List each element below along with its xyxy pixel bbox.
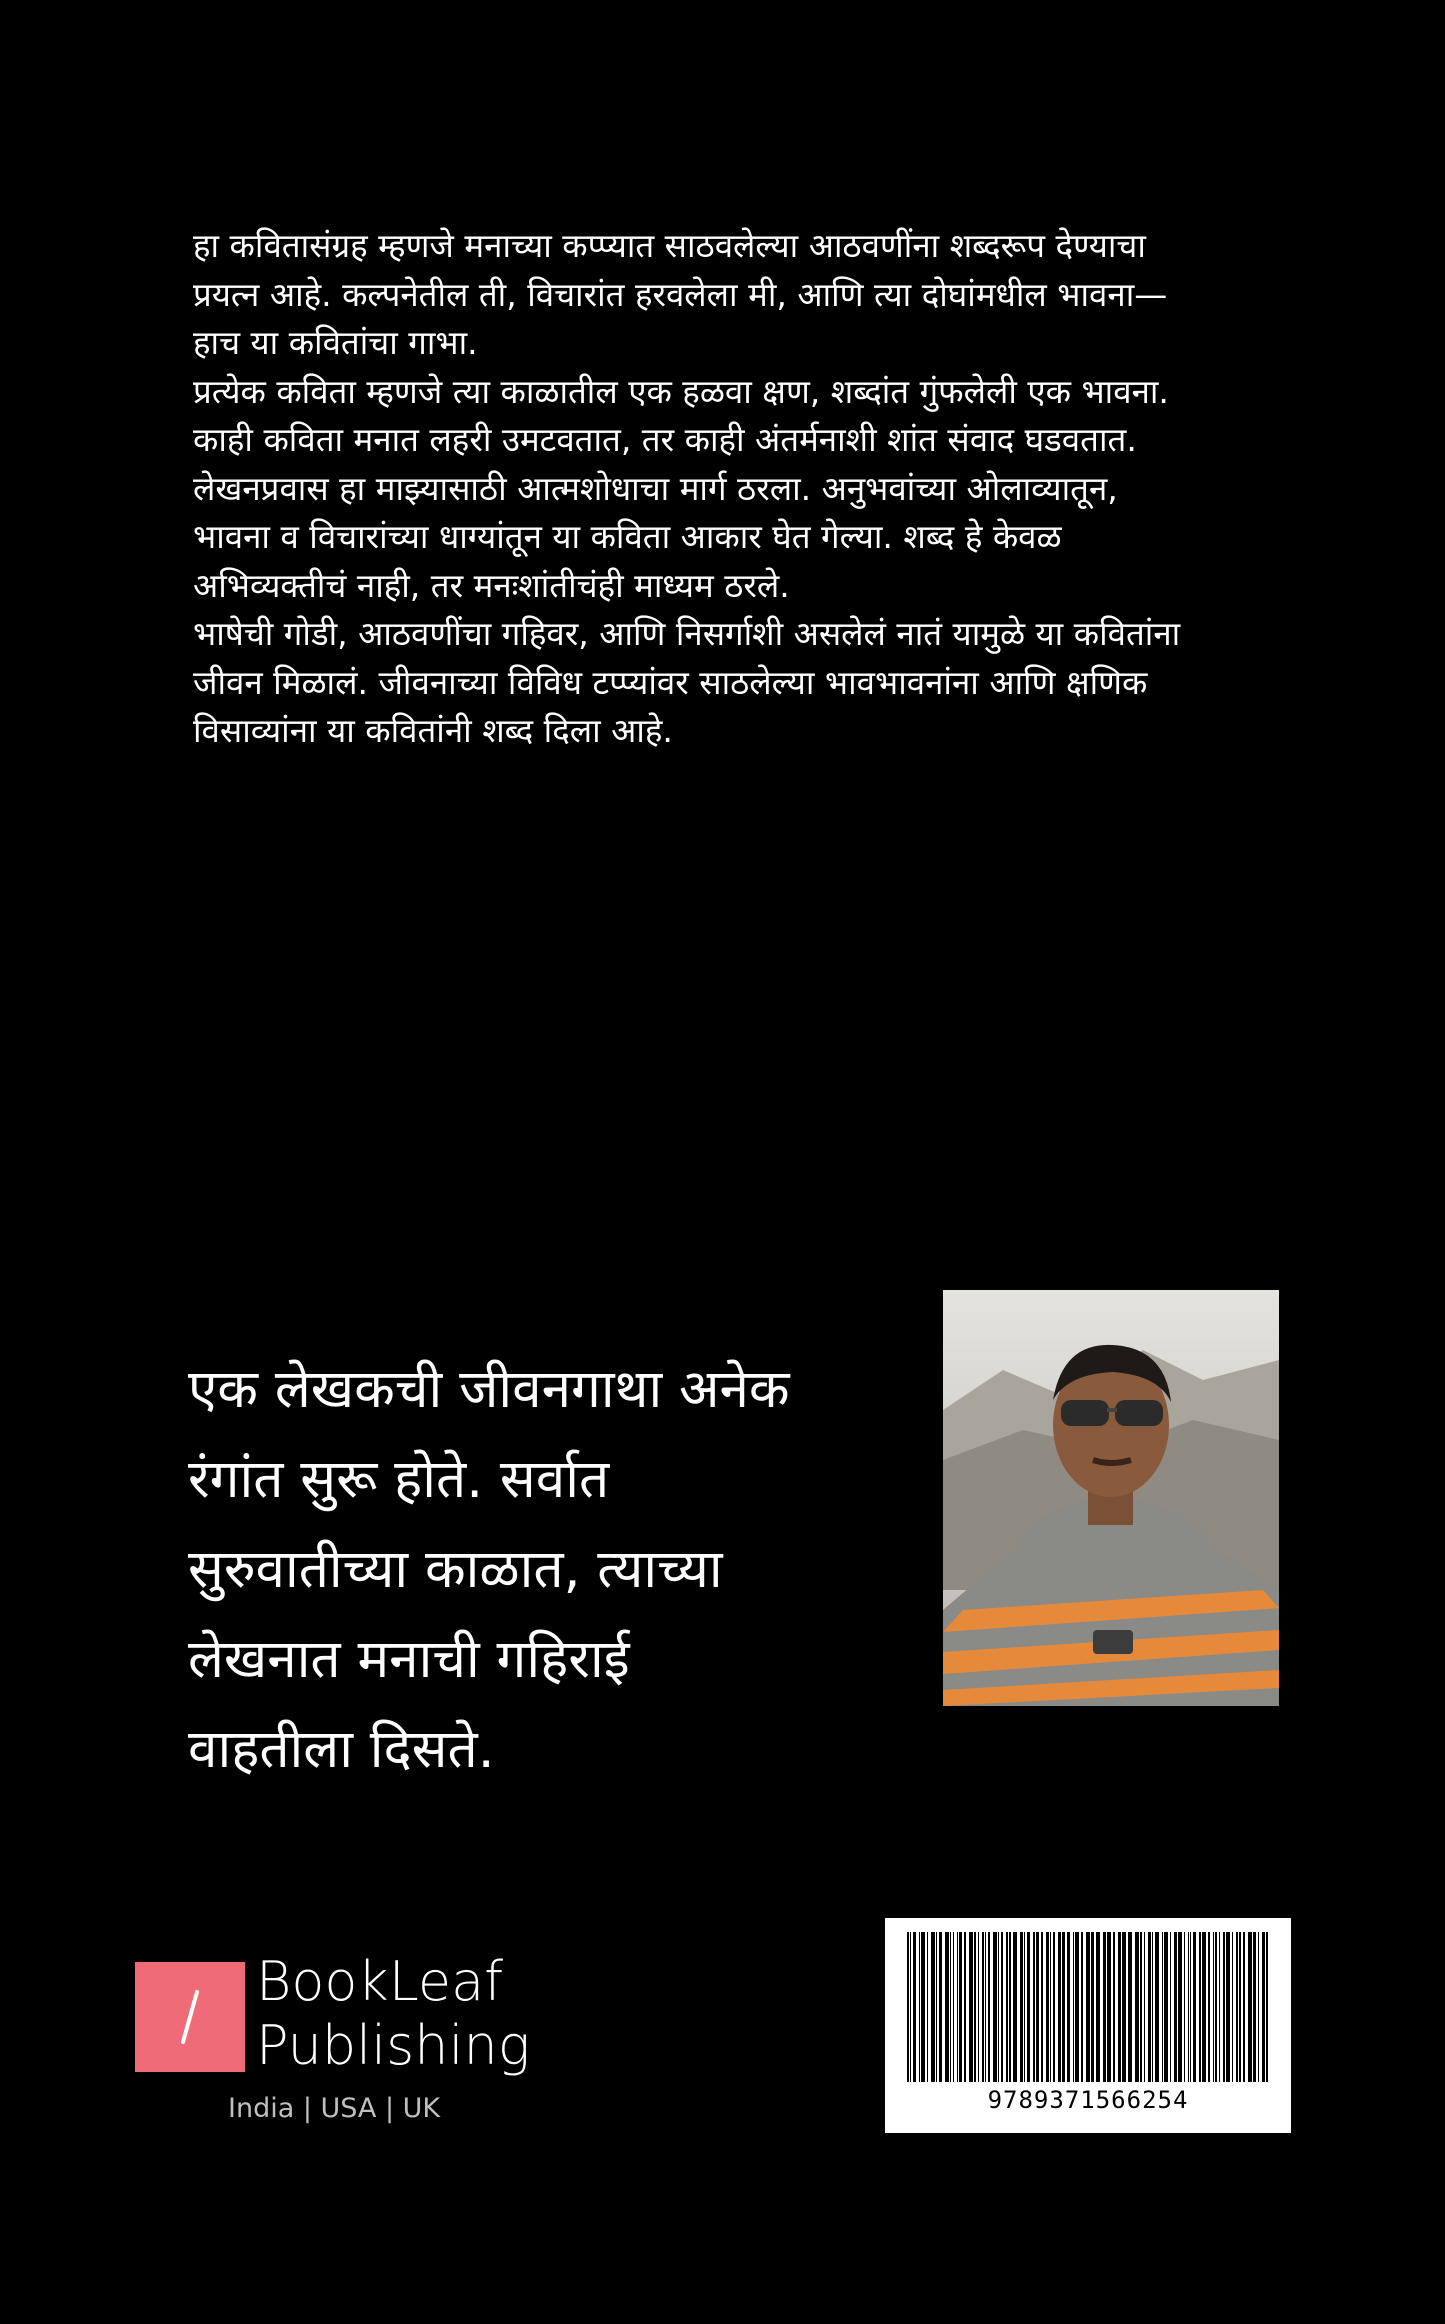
author-bio-line: वाहतीला दिसते.: [188, 1719, 495, 1780]
barcode-bar: [1243, 1932, 1245, 2082]
barcode-bar: [1062, 1932, 1065, 2082]
barcode-bar: [1226, 1932, 1230, 2082]
barcode-bar: [936, 1932, 937, 2082]
barcode-bar: [957, 1932, 958, 2082]
barcode-bar: [974, 1932, 976, 2082]
barcode-bar: [959, 1932, 962, 2082]
barcode-bar: [1193, 1932, 1196, 2082]
author-bio-line: लेखनात मनाची गहिराई: [188, 1629, 630, 1690]
blurb-paragraph: प्रत्येक कविता म्हणजे त्या काळातील एक हळवा क्षण, शब्दांत गुंफलेली एक भावना. काही कविता मनात लहरी उमटवतात, तर काही अंतर्मनाशी शांत संवाद घडवतात.: [193, 371, 1169, 459]
slash-logo-icon: [135, 1962, 245, 2072]
barcode-bar: [1223, 1932, 1225, 2082]
blurb-paragraph: लेखनप्रवास हा माझ्यासाठी आत्मशोधाचा मार्ग ठरला. अनुभवांच्या ओलाव्यातून, भावना व विचारांच्या धाग्यांतून या कविता आकार घेत गेल्या. शब्द हे केवळ अभिव्यक्तीचं नाही, तर मनःशांतीचंही माध्यम ठरले.: [193, 468, 1118, 605]
barcode-bar: [1202, 1932, 1206, 2082]
barcode-bar: [1033, 1932, 1035, 2082]
barcode-bar: [1027, 1932, 1030, 2082]
barcode-bar: [1046, 1932, 1049, 2082]
barcode-bar: [1199, 1932, 1201, 2082]
barcode-bar: [1236, 1932, 1238, 2082]
barcode-bar: [1122, 1932, 1126, 2082]
barcode-bar: [1001, 1932, 1003, 2082]
barcode-bar: [910, 1932, 911, 2082]
barcode-bar: [988, 1932, 990, 2082]
barcode-bar: [1262, 1932, 1265, 2082]
author-bio-line: रंगांत सुरू होते. सर्वात: [188, 1449, 610, 1510]
barcode-bar: [1213, 1932, 1214, 2082]
barcode-bar: [931, 1932, 935, 2082]
barcode-bar: [1036, 1932, 1039, 2082]
barcode-bar: [1081, 1932, 1083, 2082]
barcode-bar: [1258, 1932, 1259, 2082]
barcode-bar: [1086, 1932, 1090, 2082]
barcode-bar: [927, 1932, 928, 2082]
barcode-bar: [939, 1932, 942, 2082]
barcode-bar: [953, 1932, 954, 2082]
blurb-paragraph: हा कवितासंग्रह म्हणजे मनाच्या कप्प्यात साठवलेल्या आठवणींना शब्दरूप देण्याचा प्रयत्न आहे. कल्पनेतील ती, विचारांत हरवलेला मी, आणि त्या दोघांमधील भावना—हाच या कवितांचा गाभा.: [193, 226, 1168, 362]
barcode-bar: [1219, 1932, 1220, 2082]
barcode-bar: [978, 1932, 979, 2082]
author-photo: [943, 1290, 1279, 1706]
barcode-bar: [950, 1932, 951, 2082]
publisher-regions: India | USA | UK: [228, 2093, 441, 2124]
author-bio-line: सुरुवातीच्या काळात, त्याच्या: [188, 1539, 723, 1600]
author-bio: [188, 1345, 868, 1795]
barcode-bar: [1128, 1932, 1132, 2082]
barcode-bar: [1215, 1932, 1217, 2082]
barcode-bar: [964, 1932, 966, 2082]
barcode-bar: [1188, 1932, 1189, 2082]
publisher-name-line1: BookLeaf: [256, 1950, 504, 2013]
barcode-bar: [1174, 1932, 1177, 2082]
barcode-bar: [1266, 1932, 1268, 2082]
barcode-bar: [969, 1932, 973, 2082]
barcode-bar: [1239, 1932, 1241, 2082]
barcode-bar: [1113, 1932, 1115, 2082]
barcode-bar: [1058, 1932, 1061, 2082]
barcode-bar: [1155, 1932, 1159, 2082]
slash-logo-glyph: [135, 1962, 245, 2072]
blurb-paragraph: भाषेची गोडी, आठवणींचा गहिवर, आणि निसर्गाशी असलेलं नातं यामुळे या कवितांना जीवन मिळालं. जीवनाच्या विविध टप्प्यांवर साठलेल्या भावभावनांना आणि क्षणिक विसाव्यांना या कवितांनी शब्द दिला आहे.: [193, 614, 1181, 750]
barcode-bar: [1232, 1932, 1233, 2082]
barcode-bar: [993, 1932, 997, 2082]
barcode-bar: [1148, 1932, 1151, 2082]
barcode-bar: [1075, 1932, 1079, 2082]
barcode-bar: [1006, 1932, 1008, 2082]
barcode-bar: [1091, 1932, 1094, 2082]
barcode-bar: [1020, 1932, 1023, 2082]
barcode-bar: [1009, 1932, 1011, 2082]
barcode-bar: [1073, 1932, 1074, 2082]
barcode-bar: [998, 1932, 999, 2082]
barcode-bar: [985, 1932, 986, 2082]
author-bio-line: एक लेखकची जीवनगाथा अनेक: [188, 1359, 790, 1420]
barcode-bar: [1184, 1932, 1185, 2082]
barcode-bar: [1208, 1932, 1210, 2082]
barcode-bar: [945, 1932, 949, 2082]
barcode-bar: [1050, 1932, 1051, 2082]
barcode-bar: [919, 1932, 920, 2082]
barcode-bar: [1164, 1932, 1168, 2082]
barcode-bar: [1041, 1932, 1043, 2082]
back-cover-blurb: [193, 222, 1203, 756]
barcode-bar: [982, 1932, 984, 2082]
publisher-name: [256, 1950, 530, 2078]
barcode-bar: [1190, 1932, 1191, 2082]
barcode-bar: [1118, 1932, 1121, 2082]
barcode-bar: [1013, 1932, 1017, 2082]
isbn-barcode: [885, 1918, 1291, 2133]
barcode-bar: [1170, 1932, 1171, 2082]
barcode-bar: [1096, 1932, 1100, 2082]
barcode-bar: [1135, 1932, 1139, 2082]
barcode-bar: [1248, 1932, 1252, 2082]
barcode-bar: [1140, 1932, 1142, 2082]
barcode-bar: [1024, 1932, 1025, 2082]
publisher-name-line2: Publishing: [256, 2014, 531, 2077]
barcode-bar: [913, 1932, 916, 2082]
barcode-bar: [1152, 1932, 1153, 2082]
barcode-bar: [1067, 1932, 1070, 2082]
barcode-bar: [907, 1932, 909, 2082]
isbn-number: 9789371566254: [987, 2086, 1189, 2114]
barcode-bar: [1103, 1932, 1106, 2082]
barcode-bar: [1144, 1932, 1145, 2082]
barcode-bar: [1178, 1932, 1182, 2082]
barcode-bar: [1053, 1932, 1055, 2082]
barcode-bar: [1253, 1932, 1256, 2082]
barcode-bars: [885, 1918, 1291, 2083]
author-photo-image: [943, 1290, 1279, 1706]
barcode-bar: [1107, 1932, 1111, 2082]
barcode-bar: [921, 1932, 925, 2082]
barcode-bar: [1162, 1932, 1163, 2082]
